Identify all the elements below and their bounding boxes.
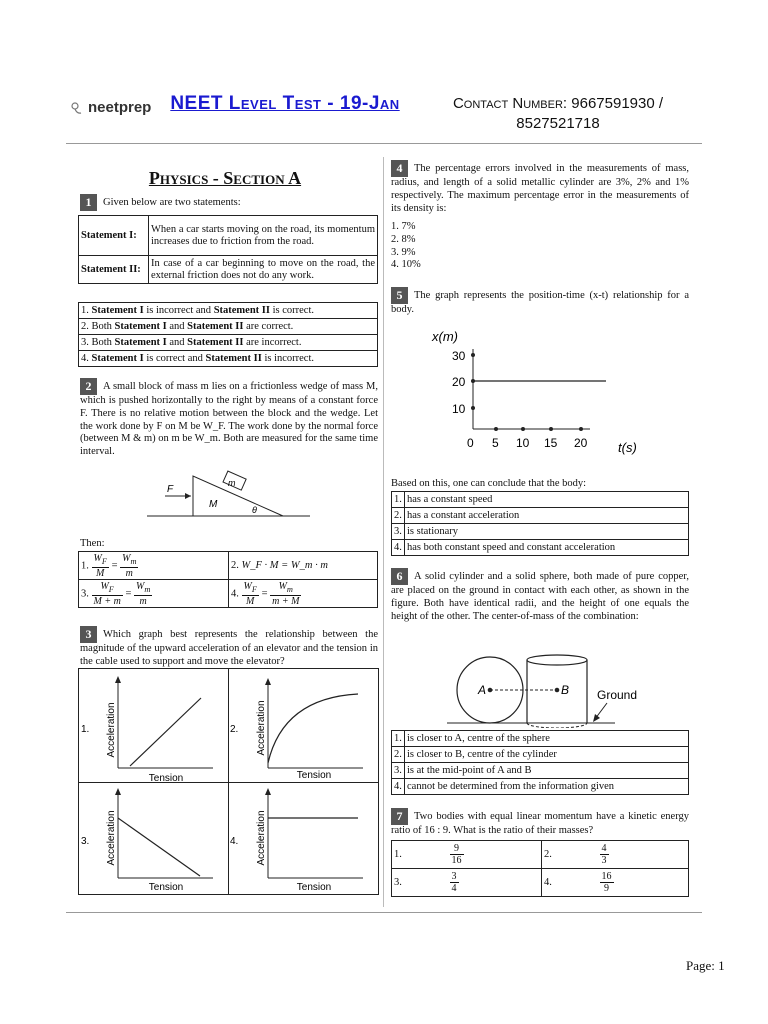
q1-option-4[interactable]: 4. Statement I is correct and Statement II is incorrect. — [79, 351, 378, 367]
q7-option-4[interactable]: $\frac{16}{9}$ — [598, 869, 689, 897]
header-divider — [66, 143, 702, 144]
label-m: m — [228, 478, 236, 488]
q6-options-table — [391, 730, 689, 795]
q5-option-2[interactable]: 2. has a constant acceleration — [392, 508, 689, 524]
statement2-text: In case of a car beginning to move on the road, the external friction does not do any work. — [149, 256, 378, 284]
q5-conclude: Based on this, one can conclude that the body: — [391, 478, 587, 489]
q3-graphs — [78, 668, 380, 896]
q6-number: 6 — [391, 568, 408, 585]
q5-ytick-10: 10 — [452, 402, 466, 416]
q4-option-1[interactable]: 1. 7% — [391, 221, 416, 232]
q2-number: 2 — [80, 378, 97, 395]
contact-info — [418, 94, 698, 134]
label-A: A — [478, 683, 487, 697]
q7-option-4-label[interactable]: 4. — [542, 869, 598, 897]
q3-graph-2 — [256, 678, 363, 781]
statement1-label: Statement I: — [79, 216, 149, 256]
q6-option-1[interactable]: 1. is closer to A, centre of the sphere — [392, 731, 689, 747]
q5-ytick-30: 30 — [452, 349, 466, 363]
q1-stem — [80, 194, 380, 211]
q6-option-3[interactable]: 3. is at the mid-point of A and B — [392, 763, 689, 779]
q2-then: Then: — [80, 538, 105, 549]
q2-option-1[interactable]: 1. $\frac{W_F}{M}$ = $\frac{W_m}{m}$ — [79, 552, 229, 580]
q5-ytick-20: 20 — [452, 375, 466, 389]
q4-stem-text: The percentage errors involved in the measurements of mass, radius, and length of a solid metallic cylinder are 3%, 2% and 1% respectively. The maximum percentage error in the measurements of its density is: — [391, 162, 689, 214]
q5-number: 5 — [391, 287, 408, 304]
q7-option-2-label[interactable]: 2. — [542, 841, 598, 869]
q2-options-table — [78, 551, 378, 608]
q5-ylabel: x(m) — [432, 329, 458, 344]
label-F: F — [167, 484, 174, 495]
q3-option-4: 4. — [230, 836, 239, 847]
q6-stem-text: A solid cylinder and a solid sphere, both made of pure copper, are placed on the ground in contact with each other, as shown in the figure. Both have identical radii, and the height of one equals the height of the other. The center-of-mass of the combination: — [391, 570, 689, 622]
q1-options-table — [78, 302, 378, 367]
q3-option-1: 1. — [81, 724, 90, 735]
q2-stem — [80, 378, 378, 459]
contact-numbers: 9667591930 / 8527521718 — [516, 95, 664, 132]
q4-option-3[interactable]: 3. 9% — [391, 246, 416, 258]
label-B: B — [561, 683, 570, 697]
svg-text:Acceleration: Acceleration — [256, 810, 267, 866]
q5-xtick-20: 20 — [574, 436, 588, 450]
q3-graph-1 — [106, 676, 213, 784]
neetprep-logo — [70, 98, 151, 116]
q7-option-3[interactable]: $\frac{3}{4}$ — [448, 869, 542, 897]
q3-option-3: 3. — [81, 836, 90, 847]
contact-label: Contact Number: — [452, 95, 568, 112]
q5-option-3[interactable]: 3. is stationary — [392, 524, 689, 540]
svg-text:Acceleration: Acceleration — [256, 700, 267, 756]
q4-options — [391, 221, 511, 272]
label-M: M — [209, 499, 218, 510]
q5-xtick-0: 0 — [467, 436, 474, 450]
svg-text:Tension: Tension — [296, 770, 332, 781]
svg-text:Acceleration: Acceleration — [106, 810, 117, 866]
q1-statements-table — [78, 215, 378, 284]
q2-option-2[interactable]: 2. W_F · M = W_m · m — [229, 552, 378, 580]
q3-option-2: 2. — [230, 724, 239, 735]
q4-number: 4 — [391, 160, 408, 177]
q1-option-1[interactable]: 1. Statement I is incorrect and Statement II is correct. — [79, 303, 378, 319]
q4-option-2[interactable]: 2. 8% — [391, 233, 416, 245]
label-ground: Ground — [597, 688, 638, 702]
column-divider — [383, 157, 384, 907]
q2-option-4[interactable]: 4. $\frac{W_F}{M}$ = $\frac{W_m}{m + M}$ — [229, 580, 378, 608]
q2-stem-text: A small block of mass m lies on a frictionless wedge of mass M, which is pushed horizontally to the right by means of a constant force F. There is no relative motion between the block and the wedge. Let the work done by F on M be W_F. The work done by the normal force (between M & m) on m be W_m. Both are measured for the same time interval. — [80, 380, 378, 458]
label-theta: θ — [252, 505, 257, 515]
q5-option-1[interactable]: 1. has a constant speed — [392, 492, 689, 508]
q3-stem-text: Which graph best represents the relationship between the magnitude of the upward acceleration of an elevator and the tension in the cable used to support and move the elevator? — [80, 628, 378, 667]
q5-options-table — [391, 491, 689, 556]
logo-text: neetprep — [88, 99, 152, 116]
statement2-label: Statement II: — [79, 256, 149, 284]
q1-option-3[interactable]: 3. Both Statement I and Statement II are incorrect. — [79, 335, 378, 351]
q2-wedge-figure — [145, 470, 315, 522]
logo-icon — [70, 98, 88, 116]
q5-xt-graph — [430, 325, 650, 460]
footer-divider — [66, 912, 702, 913]
q5-option-4[interactable]: 4. has both constant speed and constant acceleration — [392, 540, 689, 556]
statement1-text: When a car starts moving on the road, its momentum increases due to friction from the road. — [149, 216, 378, 256]
q7-option-2[interactable]: $\frac{4}{3}$ — [598, 841, 689, 869]
svg-text:Tension: Tension — [148, 882, 184, 893]
q7-option-1[interactable]: $\frac{9}{16}$ — [448, 841, 542, 869]
q2-option-3[interactable]: 3. $\frac{W_F}{M + m}$ = $\frac{W_m}{m}$ — [79, 580, 229, 608]
svg-text:Acceleration: Acceleration — [106, 702, 117, 758]
q7-number: 7 — [391, 808, 408, 825]
q6-figure — [445, 650, 655, 728]
q5-xtick-5: 5 — [492, 436, 499, 450]
q4-option-4[interactable]: 4. 10% — [391, 259, 421, 271]
test-title: NEET Level Test - 19-Jan — [170, 93, 400, 114]
svg-text:Tension: Tension — [296, 882, 332, 893]
q7-option-1-label[interactable]: 1. — [392, 841, 448, 869]
q3-graph-4 — [256, 788, 363, 893]
q6-option-4[interactable]: 4. cannot be determined from the information given — [392, 779, 689, 795]
q7-stem-text: Two bodies with equal linear momentum have a kinetic energy ratio of 16 : 9. What is the ratio of their masses? — [391, 810, 689, 836]
q7-options-table — [391, 840, 689, 897]
q6-stem — [391, 568, 689, 623]
q3-stem — [80, 626, 378, 669]
q4-stem — [391, 160, 689, 215]
q1-number: 1 — [80, 194, 97, 211]
page-number: Page: 1 — [686, 958, 725, 973]
q3-graph-3 — [106, 788, 213, 893]
section-title: Physics - Section A — [148, 168, 302, 188]
svg-text:Tension: Tension — [148, 773, 184, 784]
q5-xtick-15: 15 — [544, 436, 558, 450]
q5-xlabel: t(s) — [618, 440, 637, 455]
q1-option-2[interactable]: 2. Both Statement I and Statement II are correct. — [79, 319, 378, 335]
q5-xtick-10: 10 — [516, 436, 530, 450]
q5-stem-text: The graph represents the position-time (x-t) relationship for a body. — [391, 289, 689, 315]
q1-stem-text: Given below are two statements: — [103, 196, 241, 208]
q6-option-2[interactable]: 2. is closer to B, centre of the cylinder — [392, 747, 689, 763]
q3-number: 3 — [80, 626, 97, 643]
q5-stem — [391, 287, 689, 317]
q7-stem — [391, 808, 689, 838]
q7-option-3-label[interactable]: 3. — [392, 869, 448, 897]
